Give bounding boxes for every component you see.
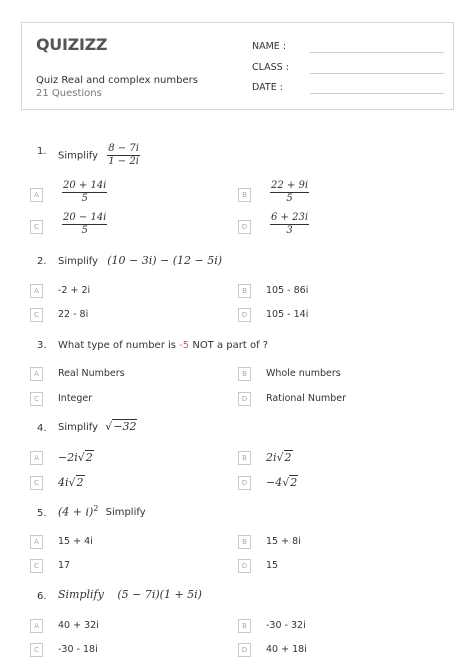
option-text: 15 + 8i bbox=[266, 536, 301, 547]
option-letter-box: D bbox=[238, 392, 251, 406]
option-text: 40 + 32i bbox=[58, 620, 99, 631]
option-letter-box: B bbox=[238, 619, 251, 633]
option-letter-box: D bbox=[238, 220, 251, 234]
question-count: 21 Questions bbox=[36, 88, 102, 99]
question-prompt: Simplify bbox=[58, 150, 99, 162]
quizizz-logo: QUIZIZZ bbox=[36, 35, 108, 54]
option-text: 40 + 18i bbox=[266, 644, 307, 655]
option-text: 105 - 14i bbox=[266, 309, 309, 320]
question-number: 6. bbox=[37, 591, 47, 602]
question-number: 2. bbox=[37, 256, 47, 267]
option-text: Rational Number bbox=[266, 393, 347, 404]
option-numerator: 6 + 23i bbox=[271, 212, 309, 223]
option-numerator: 22 + 9i bbox=[271, 180, 309, 191]
class-label: CLASS : bbox=[252, 62, 289, 73]
name-line bbox=[310, 52, 444, 53]
option-letter-box: D bbox=[238, 643, 251, 657]
question-prompt: Simplify bbox=[58, 422, 99, 433]
option-text: 15 + 4i bbox=[58, 536, 93, 547]
option-text: Whole numbers bbox=[266, 368, 341, 379]
option-letter-box: C bbox=[30, 559, 43, 573]
question-prompt-post: NOT a part of ? bbox=[189, 340, 269, 351]
option-letter-box: C bbox=[30, 308, 43, 322]
option-letter-box: C bbox=[30, 476, 43, 490]
question-number: 1. bbox=[37, 146, 47, 157]
question-number: 3. bbox=[37, 340, 47, 351]
option-denominator: 5 bbox=[286, 193, 293, 204]
question-expression: (4 + i) bbox=[58, 505, 94, 519]
question-highlight: -5 bbox=[179, 340, 190, 351]
worksheet-page: QUIZIZZ Quiz Real and complex numbers 21 Questions NAME : CLASS : DATE : 1. Simplify $\frac{8 - 7i}{1 - 2i}$ A $\frac{20 + 14i}{5}$ B $\frac{22 + 9i}{5}$ C $\frac{20 - 14i}{5}$ D $\frac{6 + 23i}{3}$ 2. Simplify (10 − 3i) − (12 − 5i) A -2 + 2i B 105 - 86i C 22 - 8i D 105 - 14i 3. What type of number is -5 NOT a part of ? A Real Numbers B Whole numbers C Integer D Rational Number 4. Simplify √−32 A −2i√2 B 2i√2 C 4i√2 D −4√2 5. $(4 + i)^2$ Simplify A 15 + 4i B 15 + 8i C 17 D 15 6. Simplify (5 − 7i)(1 + 5i) A 40 + 32i B -30 - 32i C -30 - 18i D 40 + 18i bbox=[0, 0, 474, 670]
option-letter-box: B bbox=[238, 535, 251, 549]
option-text: -2 + 2i bbox=[58, 285, 91, 296]
option-denominator: 5 bbox=[81, 193, 88, 204]
name-field[interactable] bbox=[252, 41, 442, 52]
option-text: 15 bbox=[266, 560, 279, 571]
date-line bbox=[310, 93, 444, 94]
question-text bbox=[58, 143, 140, 168]
class-field[interactable] bbox=[252, 62, 442, 73]
option-letter-box: C bbox=[30, 643, 43, 657]
option-denominator: 3 bbox=[286, 225, 293, 236]
option-numerator: 20 − 14i bbox=[63, 212, 107, 223]
exponent: 2 bbox=[93, 504, 99, 513]
option-text: Real Numbers bbox=[58, 368, 125, 379]
option-text: Integer bbox=[58, 393, 93, 404]
option-letter-box: A bbox=[30, 619, 43, 633]
worksheet-header bbox=[21, 22, 454, 110]
option-letter-box: C bbox=[30, 392, 43, 406]
question-number: 4. bbox=[37, 423, 47, 434]
option-letter-box: A bbox=[30, 188, 43, 202]
option-letter-box: A bbox=[30, 284, 43, 298]
option-letter-box: A bbox=[30, 451, 43, 465]
name-label: NAME : bbox=[252, 41, 287, 52]
question-text bbox=[58, 420, 137, 433]
option-letter-box: D bbox=[238, 476, 251, 490]
question-number: 5. bbox=[37, 508, 47, 519]
question-prompt: Simplify bbox=[105, 507, 146, 519]
question-text bbox=[58, 504, 146, 518]
option-letter-box: B bbox=[238, 284, 251, 298]
date-label: DATE : bbox=[252, 82, 283, 93]
option-letter-box: B bbox=[238, 188, 251, 202]
question-prompt: Simplify bbox=[58, 588, 104, 601]
question-text bbox=[58, 254, 222, 267]
option-letter-box: B bbox=[238, 367, 251, 381]
sqrt-expression: √−32 bbox=[105, 420, 137, 433]
option-text: 17 bbox=[58, 560, 71, 571]
question-prompt: Simplify bbox=[58, 256, 99, 267]
question-text bbox=[58, 340, 268, 351]
question-text bbox=[58, 588, 202, 601]
option-numerator: 20 + 14i bbox=[63, 180, 107, 191]
option-text: -30 - 32i bbox=[266, 620, 306, 631]
option-text: -30 - 18i bbox=[58, 644, 98, 655]
fraction-numerator: 8 − 7i bbox=[108, 143, 139, 154]
question-expression: (10 − 3i) − (12 − 5i) bbox=[107, 254, 223, 267]
option-text: 105 - 86i bbox=[266, 285, 309, 296]
question-expression: (5 − 7i)(1 + 5i) bbox=[117, 588, 202, 601]
option-letter-box: D bbox=[238, 308, 251, 322]
option-letter-box: A bbox=[30, 535, 43, 549]
class-line bbox=[310, 73, 444, 74]
option-letter-box: B bbox=[238, 451, 251, 465]
fraction-denominator: 1 − 2i bbox=[108, 156, 139, 167]
option-letter-box: C bbox=[30, 220, 43, 234]
option-denominator: 5 bbox=[81, 225, 88, 236]
option-letter-box: D bbox=[238, 559, 251, 573]
option-text: 22 - 8i bbox=[58, 309, 89, 320]
date-field[interactable] bbox=[252, 82, 442, 93]
question-prompt-pre: What type of number is bbox=[58, 340, 180, 351]
option-letter-box: A bbox=[30, 367, 43, 381]
question-fraction bbox=[107, 143, 140, 168]
quiz-title: Quiz Real and complex numbers bbox=[36, 75, 198, 86]
